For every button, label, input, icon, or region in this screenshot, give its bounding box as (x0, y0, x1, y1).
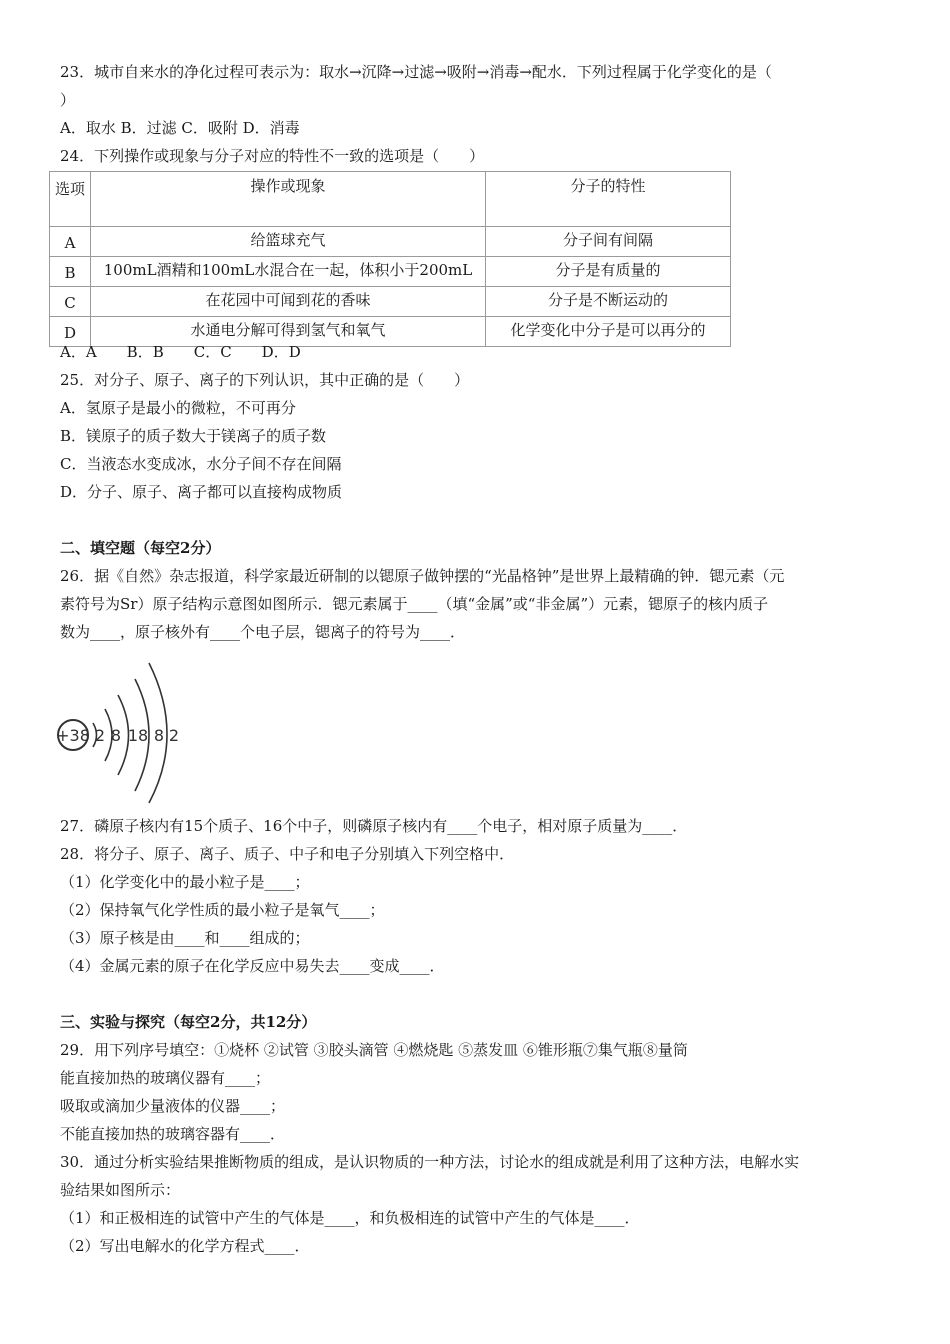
q25-stem: 25．对分子、原子、离子的下列认识，其中正确的是（ ） (60, 371, 470, 389)
table-cell: D (50, 317, 91, 347)
shell-electron-count: 8 (110, 726, 122, 745)
q30-stem-line2: 验结果如图所示： (60, 1181, 181, 1199)
table-cell: 分子是不断运动的 (486, 287, 731, 317)
header-cell-operation: 操作或现象 (91, 172, 486, 227)
table-cell: C (50, 287, 91, 317)
header-cell-property: 分子的特性 (486, 172, 731, 227)
table-row (50, 257, 731, 287)
table-cell: 化学变化中分子是可以再分的 (486, 317, 731, 347)
q28-item-1: （1）化学变化中的最小粒子是____； (60, 873, 310, 891)
q25-option-a: A．氢原子是最小的微粒，不可再分 (60, 399, 296, 417)
q27-text: 27．磷原子核内有15个质子、16个中子，则磷原子核内有____个电子，相对原子质量为____． (60, 817, 688, 835)
q30-item-1: （1）和正极相连的试管中产生的气体是____，和负极相连的试管中产生的气体是____． (60, 1209, 640, 1227)
shell-electron-count: 18 (127, 726, 149, 745)
q23-stem-line2: ） (60, 91, 76, 109)
q28-item-2: （2）保持氧气化学性质的最小粒子是氧气____； (60, 901, 385, 919)
q24-options: A．A B．B C．C D．D (60, 343, 301, 361)
table-cell: 分子是有质量的 (486, 257, 731, 287)
q28-item-4: （4）金属元素的原子在化学反应中易失去____变成____． (60, 957, 445, 975)
strontium-atom-diagram (55, 655, 185, 805)
table-cell: A (50, 227, 91, 257)
q29-item-2: 吸取或滴加少量液体的仪器____； (60, 1097, 286, 1115)
q23-options: A．取水 B．过滤 C．吸附 D．消毒 (60, 119, 300, 137)
q23-stem-line1: 23．城市自来水的净化过程可表示为：取水→沉降→过滤→吸附→消毒→配水．下列过程属于化学变化的是（ (60, 63, 772, 81)
table-cell: 给篮球充气 (91, 227, 486, 257)
table-cell: 100mL酒精和100mL水混合在一起，体积小于200mL (91, 257, 486, 287)
q24-stem: 24．下列操作或现象与分子对应的特性不一致的选项是（ ） (60, 147, 485, 165)
q30-item-2: （2）写出电解水的化学方程式____． (60, 1237, 310, 1255)
q26-stem-line3: 数为____，原子核外有____个电子层，锶离子的符号为____． (60, 623, 466, 641)
table-cell: 分子间有间隔 (486, 227, 731, 257)
q29-item-3: 不能直接加热的玻璃容器有____． (60, 1125, 286, 1143)
nucleus-charge: +38 (56, 726, 90, 745)
q26-stem-line2: 素符号为Sr）原子结构示意图如图所示．锶元素属于____（填“金属”或“非金属”）元素，锶原子的核内质子 (60, 595, 769, 613)
q25-option-d: D．分子、原子、离子都可以直接构成物质 (60, 483, 343, 501)
q30-stem-line1: 30．通过分析实验结果推断物质的组成，是认识物质的一种方法，讨论水的组成就是利用了这种方法，电解水实 (60, 1153, 800, 1171)
table-row (50, 227, 731, 257)
table-row (50, 287, 731, 317)
table-cell: 在花园中可闻到花的香味 (91, 287, 486, 317)
q28-stem: 28．将分子、原子、离子、质子、中子和电子分别填入下列空格中． (60, 845, 515, 863)
section-3-title: 三、实验与探究（每空2分，共12分） (60, 1013, 317, 1031)
q29-stem: 29．用下列序号填空：①烧杯 ②试管 ③胶头滴管 ④燃烧匙 ⑤蒸发皿 ⑥锥形瓶⑦集气瓶⑧量筒 (60, 1041, 688, 1059)
table-cell: 水通电分解可得到氢气和氧气 (91, 317, 486, 347)
shell-electron-count: 2 (94, 726, 106, 745)
table-header-row (50, 172, 731, 227)
q24-table (49, 171, 731, 347)
header-cell-option: 选项 (50, 172, 91, 227)
q25-option-c: C．当液态水变成冰，水分子间不存在间隔 (60, 455, 342, 473)
q29-item-1: 能直接加热的玻璃仪器有____； (60, 1069, 271, 1087)
q26-stem-line1: 26．据《自然》杂志报道，科学家最近研制的以锶原子做钟摆的“光晶格钟”是世界上最精确的钟．锶元素（元 (60, 567, 785, 585)
q25-option-b: B．镁原子的质子数大于镁离子的质子数 (60, 427, 327, 445)
shell-electron-count: 8 (153, 726, 165, 745)
table-cell: B (50, 257, 91, 287)
section-2-title: 二、填空题（每空2分） (60, 539, 221, 557)
shell-electron-count: 2 (168, 726, 180, 745)
q28-item-3: （3）原子核是由____和____组成的； (60, 929, 310, 947)
